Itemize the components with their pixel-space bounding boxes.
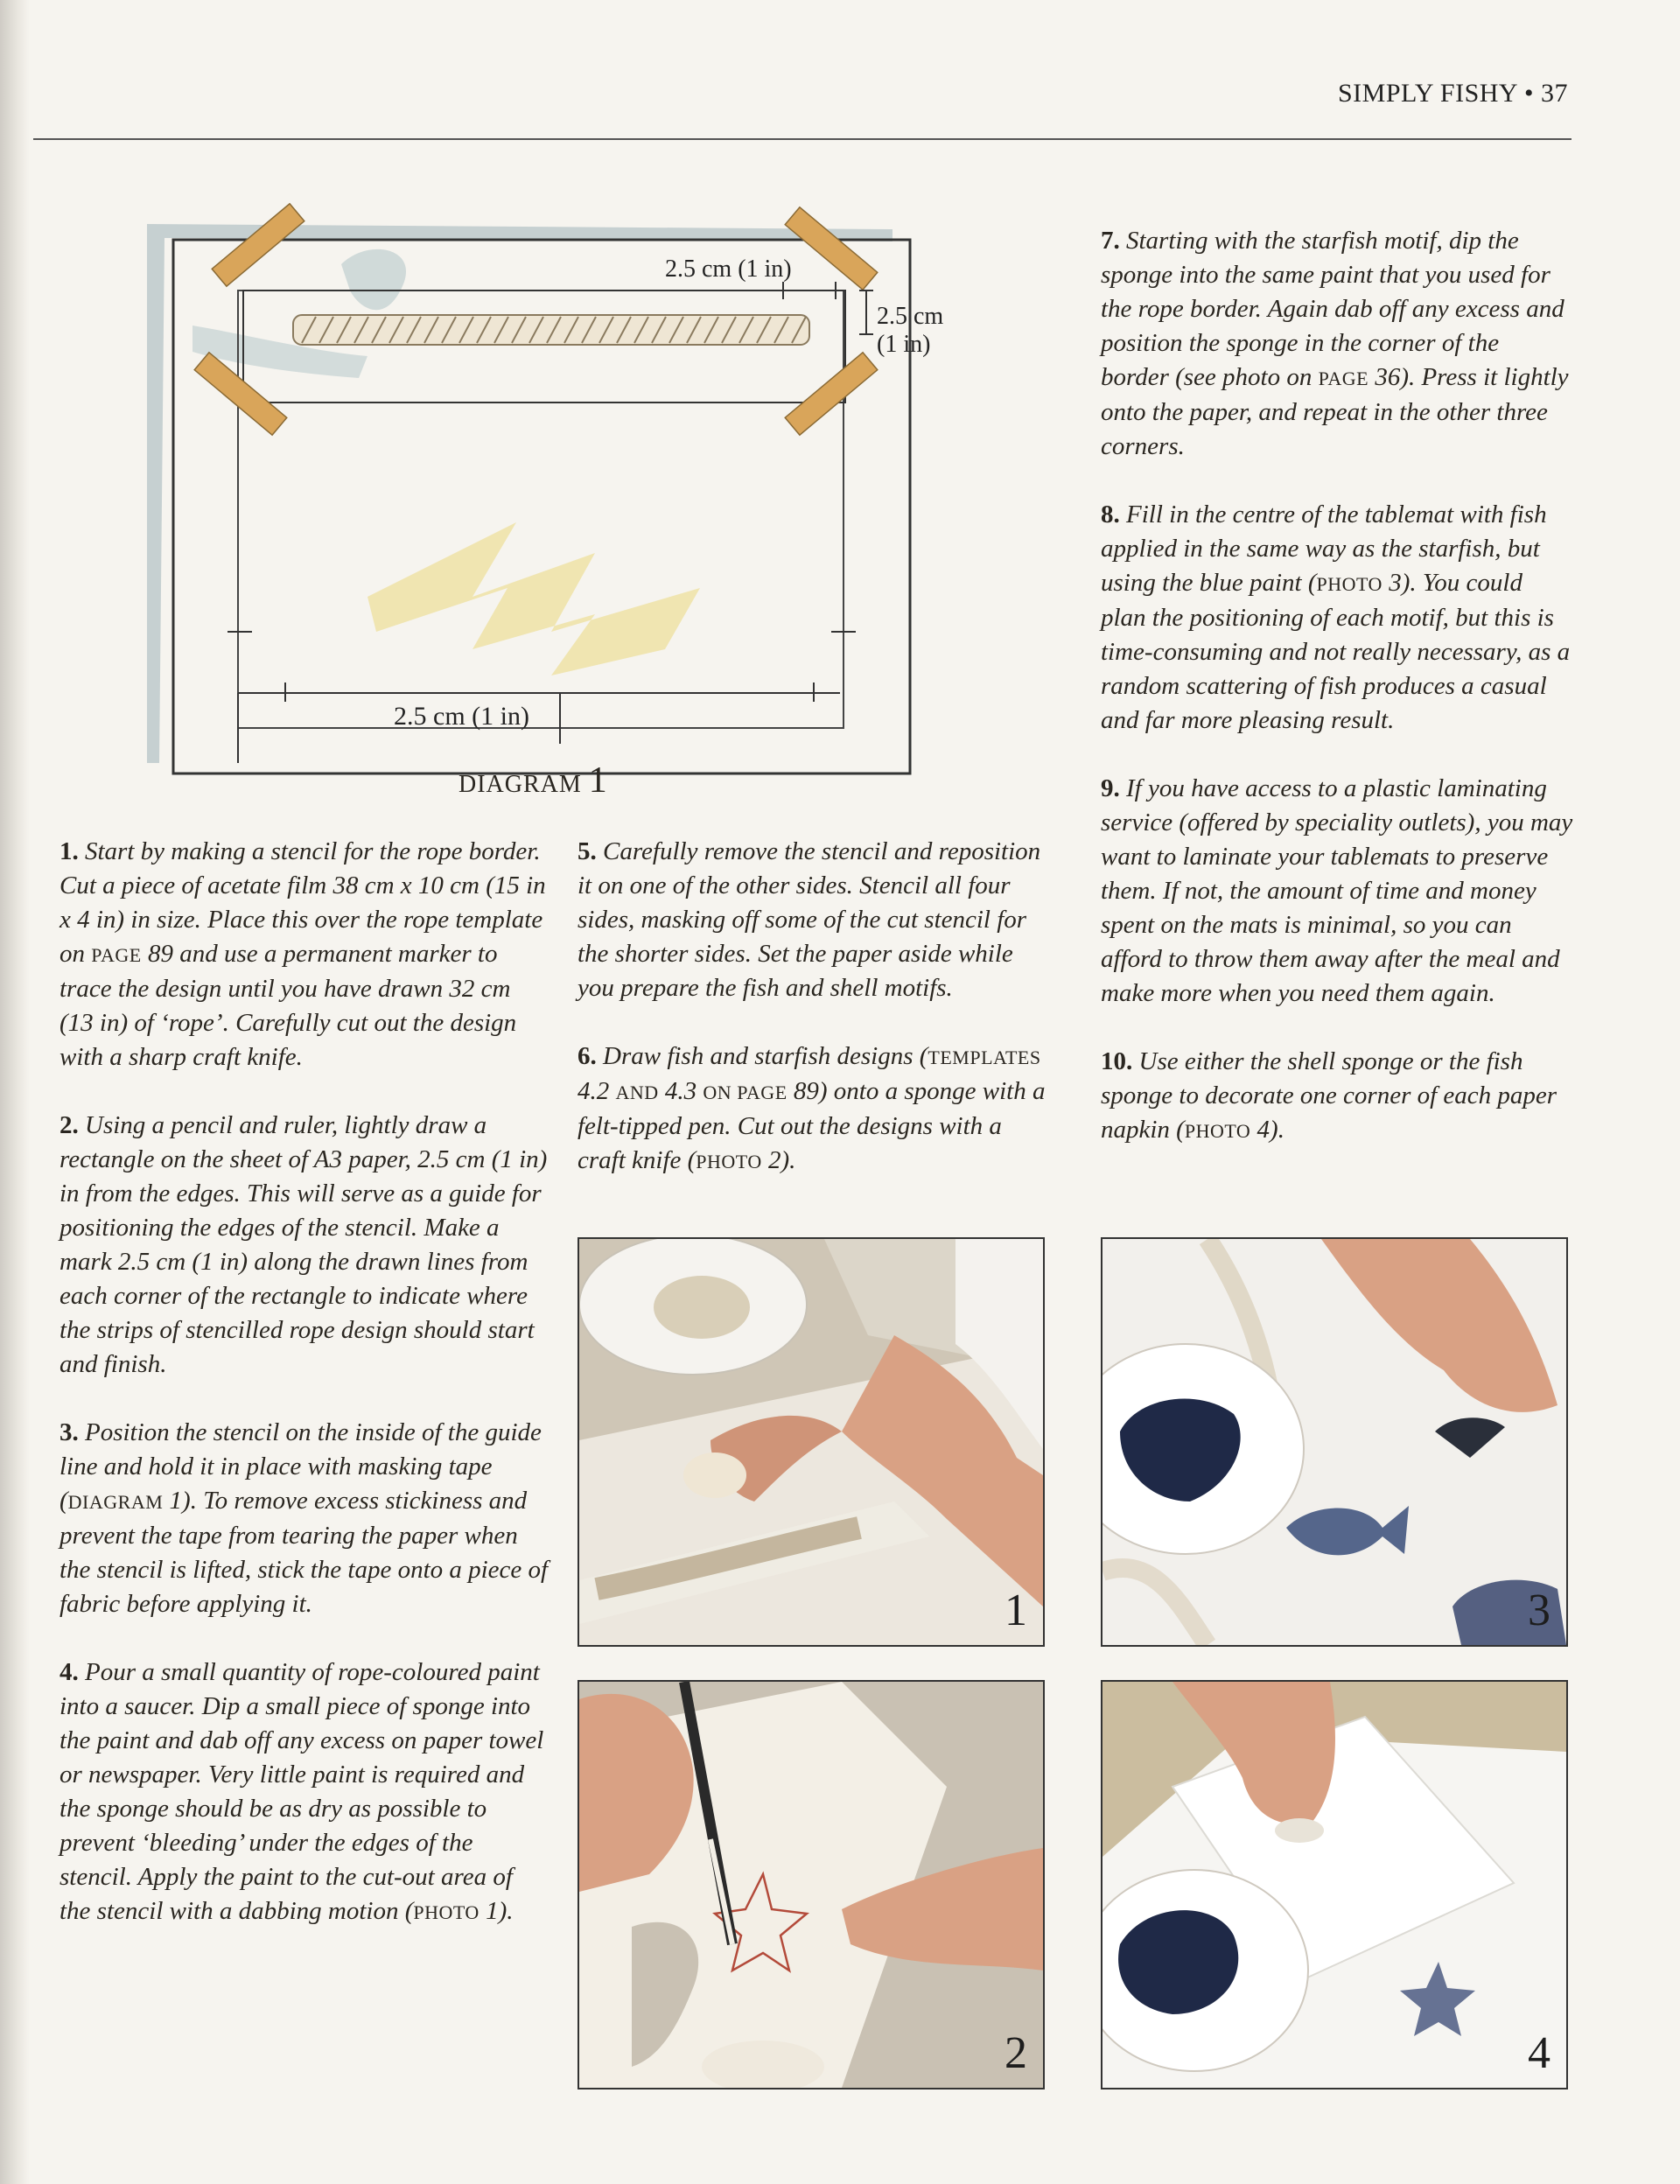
photo-3 bbox=[1101, 1237, 1568, 1647]
step-5: 5. Carefully remove the stencil and reposition it on one of the other sides. Stencil all four sides, masking off some of the cut stencil for the shorter sides. Set the paper aside while you prepare the fish and shell motifs. bbox=[578, 837, 1041, 1002]
stencil-film-outline bbox=[243, 290, 845, 402]
photo-3-number: 3 bbox=[1528, 1586, 1550, 1635]
header-separator: • bbox=[1523, 79, 1534, 108]
text-column-3 bbox=[1101, 224, 1573, 1182]
photo-4-image bbox=[1102, 1682, 1566, 2088]
diagram-caption-number: 1 bbox=[588, 760, 608, 801]
photo-3-image bbox=[1102, 1239, 1566, 1645]
label-top-measure: 2.5 cm (1 in) bbox=[665, 256, 792, 283]
photo-4 bbox=[1101, 1680, 1568, 2090]
page-number: 37 bbox=[1541, 79, 1568, 108]
photo-1-number: 1 bbox=[1004, 1586, 1027, 1635]
yellow-wash-zigzag bbox=[368, 522, 700, 676]
step-7: 7. Starting with the starfish motif, dip the sponge into the same paint that you used for the rope border. Again dab off any excess and position the sponge in the corner of the border (see photo on PAGE 36). Press it lightly onto the paper, and repeat in the other three corners. bbox=[1101, 227, 1569, 460]
step-3: 3. Position the stencil on the inside of the guide line and hold it in place with masking tape (DIAGRAM 1). To remove excess stickiness and prevent the tape from tearing the paper when the stencil is lifted, stick the tape onto a piece of fabric before applying it. bbox=[60, 1418, 549, 1618]
diagram-1 bbox=[140, 203, 1015, 816]
step-2: 2. Using a pencil and ruler, lightly draw a rectangle on the sheet of A3 paper, 2.5 cm (1 in) in from the edges. This will serve as a guide for positioning the edges of the stencil. Make a mark 2.5 cm (1 in) along the drawn lines from each corner of the rectangle to indicate where the strips of stencilled rope design should start and finish. bbox=[60, 1111, 548, 1378]
blue-wash-swirl bbox=[341, 249, 406, 310]
masking-tape-bottom-right bbox=[785, 353, 878, 435]
photo-2 bbox=[578, 1680, 1045, 2090]
step-9: 9. If you have access to a plastic laminating service (offered by speciality outlets), you may want to laminate your tablemats to preserve them. If not, the amount of time and money spent on the mats is minimal, so you can afford to throw them away after the meal and make more when you need them again. bbox=[1101, 774, 1573, 1007]
header-rule bbox=[33, 138, 1572, 140]
photo-2-image bbox=[579, 1682, 1043, 2088]
step-6: 6. Draw fish and starfish designs (TEMPLATES 4.2 AND 4.3 ON PAGE 89) onto a sponge with a felt-tipped pen. Cut out the designs with a craft knife (PHOTO 2). bbox=[578, 1042, 1046, 1174]
label-right-measure-2: (1 in) bbox=[877, 331, 931, 358]
blue-wash-shadow bbox=[147, 224, 892, 763]
rope-design bbox=[293, 315, 809, 345]
photo-1 bbox=[578, 1237, 1045, 1647]
photo-4-number: 4 bbox=[1528, 2028, 1550, 2078]
masking-tape-top-left bbox=[212, 204, 304, 286]
running-title: SIMPLY FISHY bbox=[1338, 79, 1517, 108]
diagram-illustration bbox=[140, 203, 1015, 816]
step-1: 1. Start by making a stencil for the rope border. Cut a piece of acetate film 38 cm x 10 cm (15 in x 4 in) in size. Place this over the rope template on PAGE 89 and use a permanent marker to trace the design until you have drawn 32 cm (13 in) of ‘rope’. Carefully cut out the design with a sharp craft knife. bbox=[60, 837, 546, 1071]
text-column-1 bbox=[60, 835, 550, 1964]
masking-tape-top-right bbox=[785, 207, 878, 290]
text-column-2 bbox=[578, 835, 1050, 1213]
label-right-measure-1: 2.5 cm bbox=[877, 303, 944, 330]
page-gutter-shadow bbox=[0, 0, 30, 2184]
step-8: 8. Fill in the centre of the tablemat with fish applied in the same way as the starfish, but using the blue paint (PHOTO 3). You could plan the positioning of each motif, but this is time-consuming and not really necessary, as a random scattering of fish produces a casual and far more pleasing result. bbox=[1101, 500, 1571, 734]
photo-1-image bbox=[579, 1239, 1043, 1645]
step-10: 10. Use either the shell sponge or the fish sponge to decorate one corner of each paper napkin (PHOTO 4). bbox=[1101, 1047, 1558, 1144]
label-bottom-measure: 2.5 cm (1 in) bbox=[394, 702, 529, 731]
photo-2-number: 2 bbox=[1004, 2028, 1027, 2078]
diagram-caption bbox=[458, 760, 608, 802]
running-header bbox=[1338, 79, 1568, 108]
diagram-caption-word: DIAGRAM bbox=[458, 771, 582, 798]
step-4: 4. Pour a small quantity of rope-coloured paint into a saucer. Dip a small piece of sponge into the paint and dab off any excess on paper towel or newspaper. Very little paint is required and the sponge should be as dry as possible to prevent ‘bleeding’ under the edges of the stencil. Apply the paint to the cut-out area of the stencil with a dabbing motion (PHOTO 1). bbox=[60, 1658, 544, 1925]
